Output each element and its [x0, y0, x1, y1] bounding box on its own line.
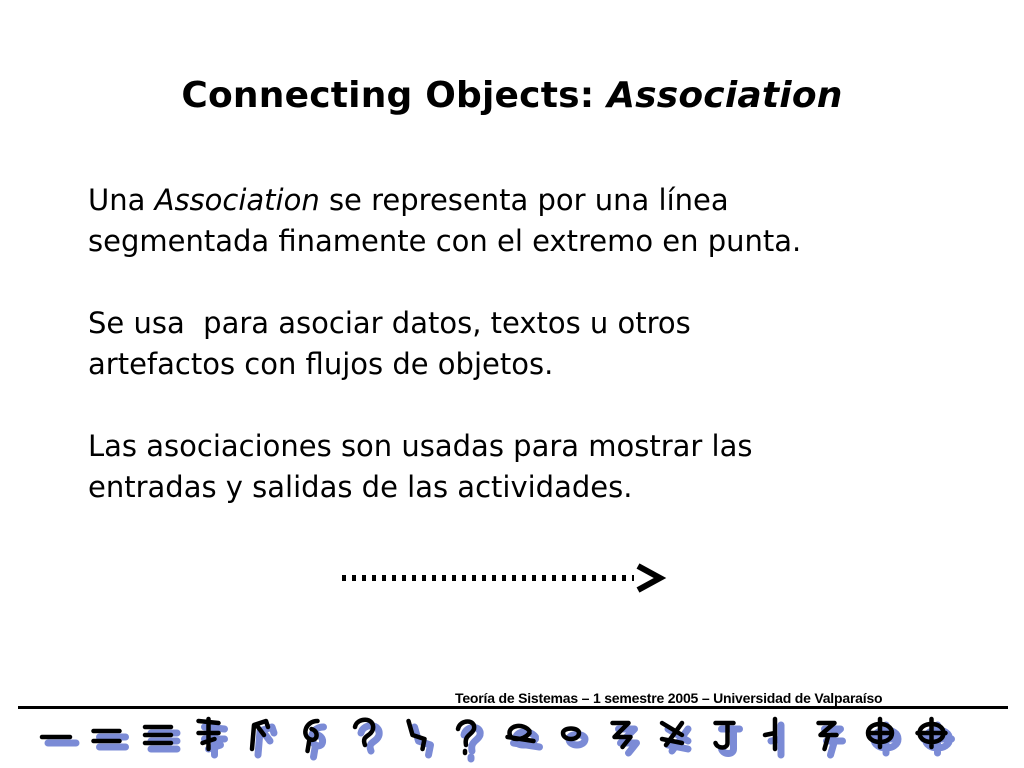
footer-divider	[18, 706, 1008, 709]
x-glyph-icon	[662, 723, 682, 745]
association-arrow-example	[338, 560, 678, 600]
glyph-band-graphic	[20, 710, 1010, 768]
footer-caption: Teoría de Sistemas – 1 semestre 2005 – Universidad de Valparaíso	[455, 690, 883, 706]
paragraph-association-usage: Se usa para asociar datos, textos u otros artefactos con flujos de objetos.	[88, 306, 691, 381]
dotted-arrow-icon	[338, 560, 678, 600]
circled-plus-glyph-icon	[918, 719, 946, 747]
title-emphasis-text: Association	[607, 75, 843, 116]
paragraph-association-io: Las asociaciones son usadas para mostrar las entradas y salidas de las actividades.	[88, 429, 753, 504]
paragraph-1-pre: Una	[88, 183, 155, 217]
j-glyph-icon-shadow	[722, 729, 740, 754]
slide-title	[0, 72, 1024, 120]
slide-body	[88, 180, 968, 549]
paragraph-1-emphasis: Association	[154, 183, 320, 217]
paragraph-1-post: se representa por una línea segmentada finamente con el extremo en punta.	[88, 183, 802, 258]
decorative-glyph-band	[20, 710, 1010, 768]
cross-glyph-icon	[765, 719, 775, 749]
paragraph-association-definition	[88, 180, 968, 262]
title-main-text: Connecting Objects:	[181, 75, 608, 116]
